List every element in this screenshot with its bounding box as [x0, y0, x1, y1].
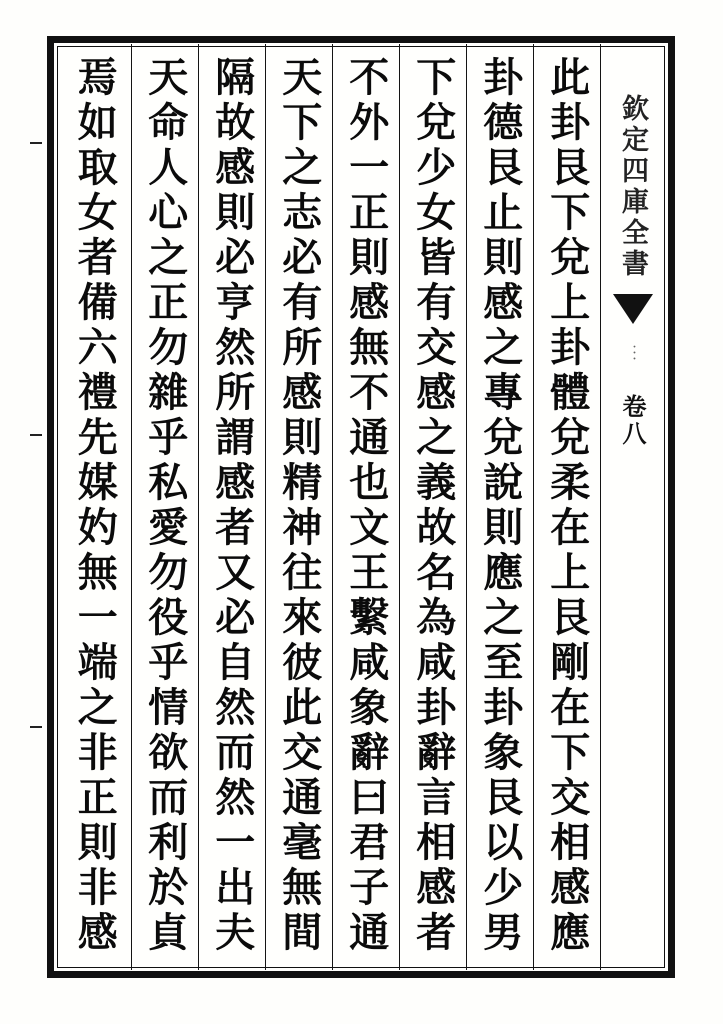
column-text: 焉如取女者備六禮先媒妁無一端之非正則非感	[71, 56, 119, 956]
column-text: 卦德艮止則感之專兌說則應之至卦象艮以少男	[476, 56, 524, 956]
book-title: 欽定四庫全書	[617, 94, 648, 280]
column-text: 下兌少女皆有交感之義故名為咸卦辭言相感者	[409, 56, 457, 956]
registration-tick-bottom	[30, 726, 42, 728]
registration-tick-top	[30, 142, 42, 144]
text-column-2	[466, 44, 533, 970]
column-text: 此卦艮下兌上卦體兌柔在上艮剛在下交相感應	[543, 56, 591, 956]
column-header-title	[600, 44, 664, 970]
text-column-8	[58, 44, 131, 970]
text-column-4	[332, 44, 399, 970]
column-text: 天命人心之正勿雜乎私愛勿役乎情欲而利於貞	[141, 56, 189, 956]
registration-tick-middle	[30, 434, 42, 436]
volume-label: 卷八	[618, 394, 647, 448]
text-block	[58, 44, 664, 970]
column-text: 不外一正則感無不通也文王繫咸象辭曰君子通	[342, 56, 390, 956]
text-column-7	[131, 44, 198, 970]
column-text: 天下之志必有所感則精神往來彼此交通毫無間	[275, 56, 323, 956]
separator-dots: ︙	[622, 344, 642, 368]
text-column-6	[198, 44, 265, 970]
text-column-3	[399, 44, 466, 970]
text-column-1	[533, 44, 600, 970]
text-column-5	[265, 44, 332, 970]
fish-tail-ornament	[613, 294, 653, 338]
column-text: 隔故感則必亨然所謂感者又必自然而然一出夫	[208, 56, 256, 956]
